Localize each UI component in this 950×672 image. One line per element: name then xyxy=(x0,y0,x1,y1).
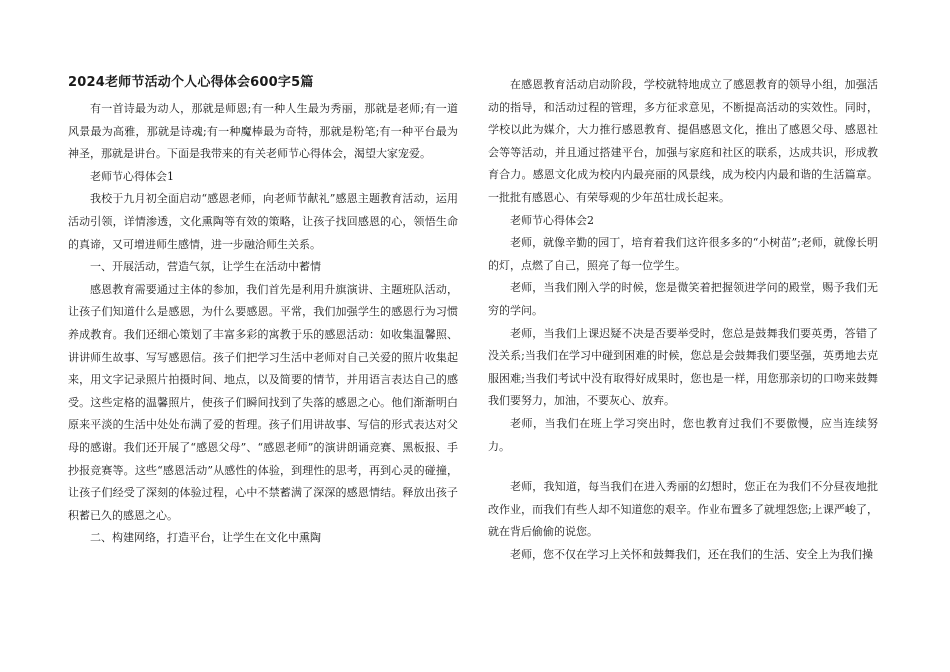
section-2-paragraph-2: 老师，当我们刚入学的时候，您是微笑着把握领进学问的殿堂，赐予我们无穷的学问。 xyxy=(488,281,878,317)
section-2-paragraph-5: 老师，我知道，每当我们在进入秀丽的幻想时，您正在为我们不分昼夜地批改作业，而我们有些人却不知道您的艰辛。作业布置多了就埋怨您;上课严峻了，就在背后偷偷的说您。 xyxy=(488,480,878,539)
section-1-heading: 老师节心得体会1 xyxy=(90,169,174,183)
subheading-1: 一、开展活动，营造气氛，让学生在活动中蓄情 xyxy=(90,260,321,274)
section-1-paragraph-2: 感恩教育需要通过主体的参加，我们首先是利用升旗演讲、主题班队活动，让孩子们知道什么是感恩，为什么要感恩。平常，我们加强学生的感恩行为习惯养成教育。我们还细心策划了丰富多彩的寓教于乐的感恩活动：如收集温馨照、讲讲师生故事、写写感恩信。孩子们把学习生活中老师对自己关爱的照片收集起来，用文字记录照片拍摄时间、地点，以及简要的情节，并用语言表达自己的感受。这些定格的温馨照片，使孩子们瞬间找到了失落的感恩之心。他们渐渐明白原来平淡的生活中处处布满了爱的哲理。孩子们用讲故事、写信的形式表达对父母的感谢。我们还开展了“感恩父母”、“感恩老师”的演讲朗诵竞赛、黑板报、手抄报竞赛等。这些“感恩活动”从感性的体验，到理性的思考，再到心灵的碰撞，让孩子们经受了深刻的体验过程，心中不禁蓄满了深深的感恩情结。释放出孩子积蓄已久的感恩之心。 xyxy=(68,282,458,522)
section-2-paragraph-1: 老师，就像辛勤的园丁，培育着我们这许很多多的“小树苗”;老师，就像长明的灯，点燃了自己，照亮了每一位学生。 xyxy=(488,236,878,272)
section-1-paragraph-1: 我校于九月初全面启动“感恩老师，向老师节献礼”感恩主题教育活动，运用活动引领，详情渗透，文化熏陶等有效的策略，让孩子找回感恩的心，领悟生命的真谛，又可增进师生感情，进一步融洽师生关系。 xyxy=(68,192,458,251)
document-title: 2024老师节活动个人心得体会600字5篇 xyxy=(68,75,314,90)
section-2-paragraph-3: 老师，当我们上课迟疑不决是否要举受时，您总是鼓舞我们要英勇，答错了没关系;当我们在学习中碰到困难的时候，您总是会鼓舞我们要坚强，英勇地去克服困难;当我们考试中没有取得好成果时，您也是一样，用您那亲切的口吻来鼓舞我们要努力，加油，不要灰心、放弃。 xyxy=(488,326,878,408)
left-column xyxy=(68,74,458,550)
section-2-heading: 老师节心得体会2 xyxy=(510,213,594,227)
paragraph-gap xyxy=(488,458,878,476)
section-1-paragraph-3: 在感恩教育活动启动阶段，学校就特地成立了感恩教育的领导小组，加强活动的指导，和活动过程的管理，多方征求意见，不断提高活动的实效性。同时，学校以此为媒介，大力推行感恩教育、提倡感恩文化，推出了感恩父母、感恩社会等等活动，并且通过搭建平台，加强与家庭和社区的联系，达成共识，形成教育合力。感恩文化成为校内内最亮丽的风景线，成为校内内最和谐的生活篇章。一批批有感恩心、有荣辱观的少年茁壮成长起来。 xyxy=(488,78,878,204)
right-column xyxy=(488,74,878,566)
section-2-paragraph-6: 老师，您不仅在学习上关怀和鼓舞我们，还在我们的生活、安全上为我们操 xyxy=(510,547,873,561)
section-2-paragraph-4: 老师，当我们在班上学习突出时，您也教育过我们不要傲慢，应当连续努力。 xyxy=(488,416,878,453)
subheading-2: 二、构建网络，打造平台，让学生在文化中熏陶 xyxy=(90,531,321,545)
intro-paragraph: 有一首诗最为动人，那就是师恩;有一种人生最为秀丽，那就是老师;有一道风景最为高雅，那就是诗魂;有一种魔棒最为奇特，那就是粉笔;有一种平台最为神圣，那就是讲台。下面是我带来的有关老师节心得体会，渴望大家宠爱。 xyxy=(68,102,458,161)
